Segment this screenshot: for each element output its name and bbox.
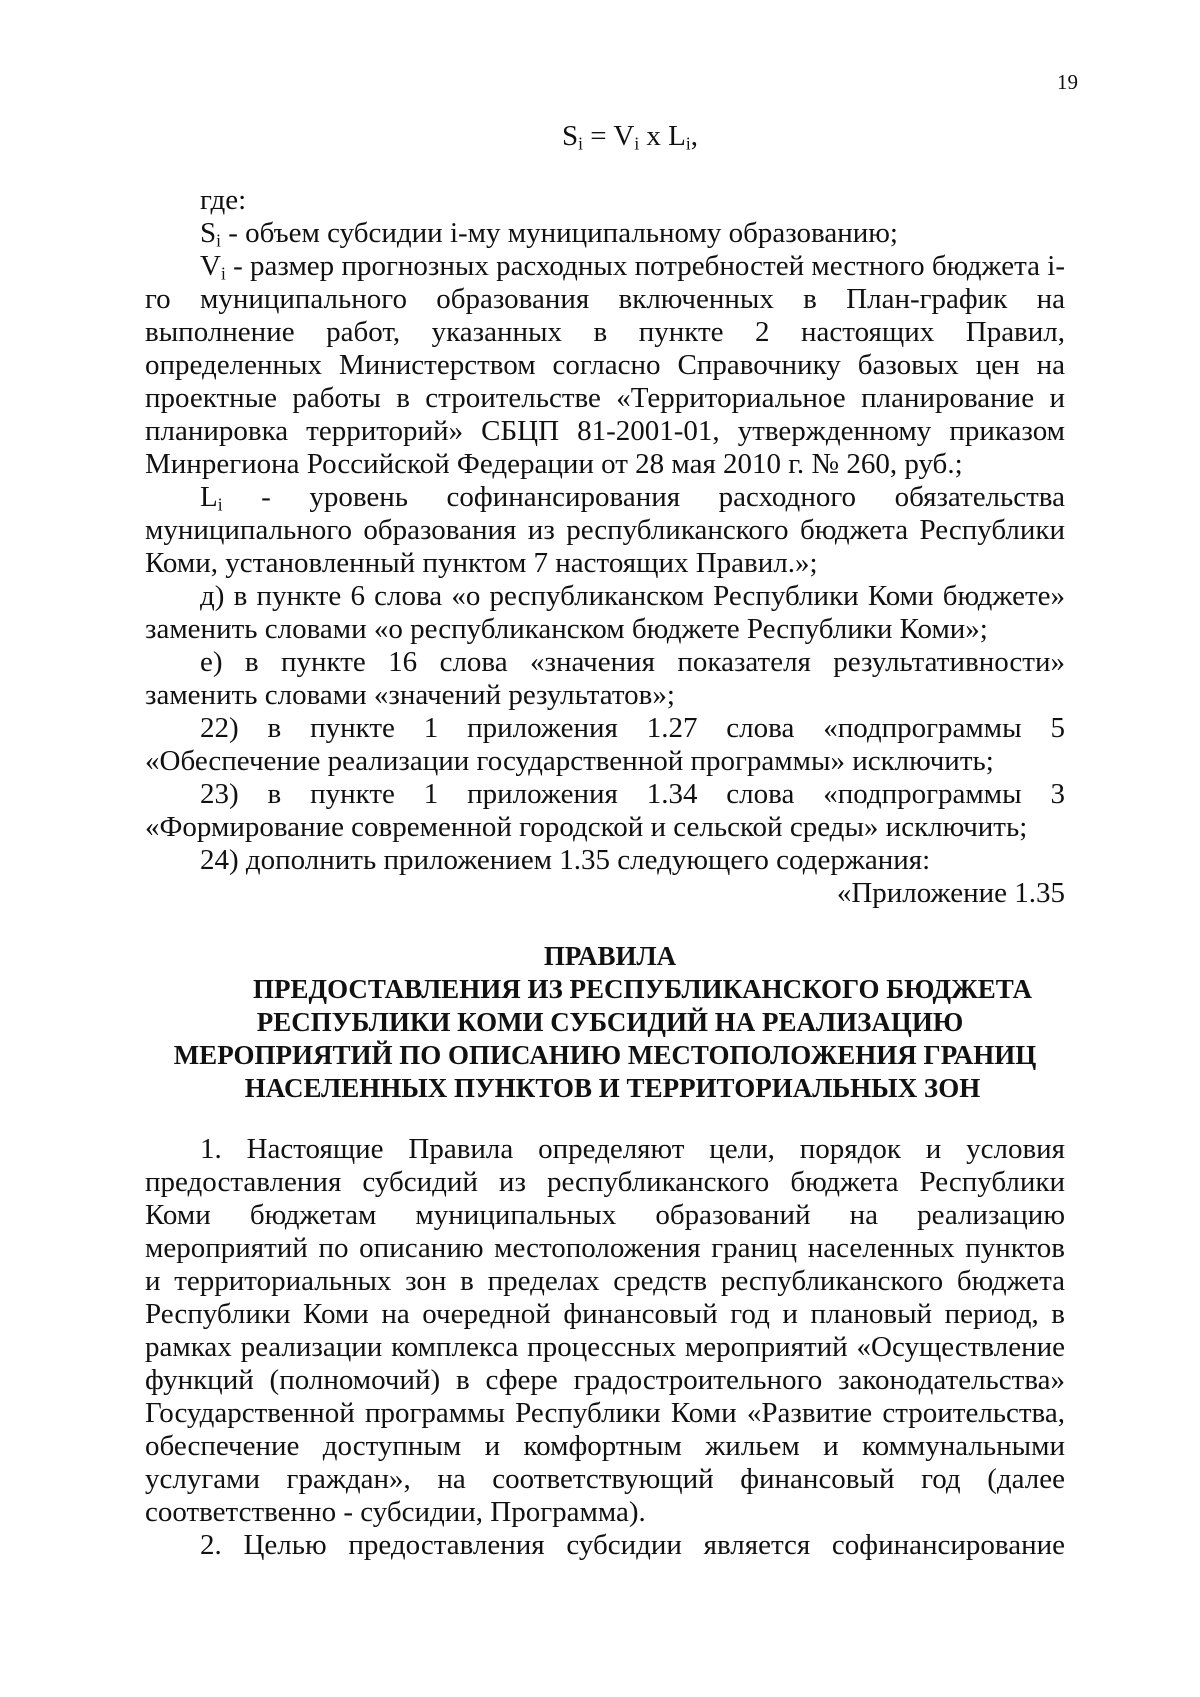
- title-line-4: МЕРОПРИЯТИЙ ПО ОПИСАНИЮ МЕСТОПОЛОЖЕНИЯ ГРАНИЦ: [173, 1040, 1037, 1070]
- rules-title: [145, 940, 1065, 1105]
- title-line-3: РЕСПУБЛИКИ КОМИ СУБСИДИЙ НА РЕАЛИЗАЦИЮ: [256, 1007, 964, 1037]
- item-23: 23) в пункте 1 приложения 1.34 слова «подпрограммы 3 «Формирование современной городской и сельской среды» исключить;: [145, 778, 1065, 843]
- formula-eq: =: [583, 120, 614, 152]
- definition-l-letter: L: [200, 481, 218, 513]
- body-text-upper: [145, 184, 1065, 910]
- definition-v: [145, 250, 1065, 481]
- formula-s-sub: i: [578, 133, 584, 154]
- body-text-lower: [145, 1133, 1065, 1562]
- title-line-1: ПРАВИЛА: [543, 941, 677, 971]
- where-label: где:: [200, 184, 247, 216]
- paragraph-2: 2. Целью предоставления субсидии является софинансирование: [200, 1529, 1065, 1561]
- definition-l-text: - уровень софинансирования расходного обязательства муниципального образования из республиканского бюджета Республики Коми, установленный пунктом 7 настоящих Правил.»;: [145, 481, 1065, 579]
- definition-v-letter: V: [200, 250, 221, 282]
- formula-x: x: [639, 120, 669, 152]
- formula-tail: ,: [690, 120, 698, 152]
- definition-v-sub: i: [220, 263, 226, 284]
- formula-v: V: [613, 120, 635, 152]
- definition-l-sub: i: [217, 494, 223, 515]
- item-22: 22) в пункте 1 приложения 1.27 слова «подпрограммы 5 «Обеспечение реализации государственной программы» исключить;: [145, 712, 1065, 777]
- item-24: 24) дополнить приложением 1.35 следующего содержания:: [200, 844, 931, 876]
- formula-l-sub: i: [685, 133, 691, 154]
- paragraph-1: 1. Настоящие Правила определяют цели, порядок и условия предоставления субсидий из республиканского бюджета Республики Коми бюджетам муниципальных образований на реализацию мероприятий по описанию местоположения границ населенных пунктов и территориальных зон в пределах средств республиканского бюджета Республики Коми на очередной финансовый год и плановый период, в рамках реализации комплекса процессных мероприятий «Осуществление функций (полномочий) в сфере градостроительного законодательства» Государственной программы Республики Коми «Развитие строительства, обеспечение доступным и комфортным жильем и коммунальными услугами граждан», на соответствующий финансовый год (далее соответственно - субсидии, Программа).: [145, 1133, 1065, 1528]
- item-e: е) в пункте 16 слова «значения показателя результативности» заменить словами «значений результатов»;: [145, 646, 1065, 711]
- definition-s-text: - объем субсидии i-му муниципальному образованию;: [220, 217, 898, 249]
- definition-s-letter: S: [200, 217, 217, 249]
- title-line-2: ПРЕДОСТАВЛЕНИЯ ИЗ РЕСПУБЛИКАНСКОГО БЮДЖЕТА: [253, 974, 1032, 1004]
- title-line-5: НАСЕЛЕННЫХ ПУНКТОВ И ТЕРРИТОРИАЛЬНЫХ ЗОН: [244, 1073, 981, 1103]
- formula-s: S: [562, 120, 579, 152]
- page-number: 19: [1057, 70, 1078, 94]
- item-d: д) в пункте 6 слова «о республиканском Республики Коми бюджете» заменить словами «о республиканском бюджете Республики Коми»;: [145, 580, 1065, 645]
- definition-l: [145, 481, 1065, 580]
- formula-l: L: [668, 120, 686, 152]
- appendix-label: «Приложение 1.35: [836, 877, 1065, 909]
- formula-v-sub: i: [634, 133, 640, 154]
- formula: [0, 120, 1200, 154]
- definition-s: [145, 217, 1065, 250]
- definition-s-sub: i: [216, 230, 221, 251]
- definition-v-text: - размер прогнозных расходных потребностей местного бюджета i-го муниципального образования включенных в План-график на выполнение работ, указанных в пункте 2 настоящих Правил, определенных Министерством согласно Справочнику базовых цен на проектные работы в строительстве «Территориальное планирование и планировка территорий» СБЦП 81-2001-01, утвержденному приказом Минрегиона Российской Федерации от 28 мая 2010 г. № 260, руб.;: [145, 250, 1065, 480]
